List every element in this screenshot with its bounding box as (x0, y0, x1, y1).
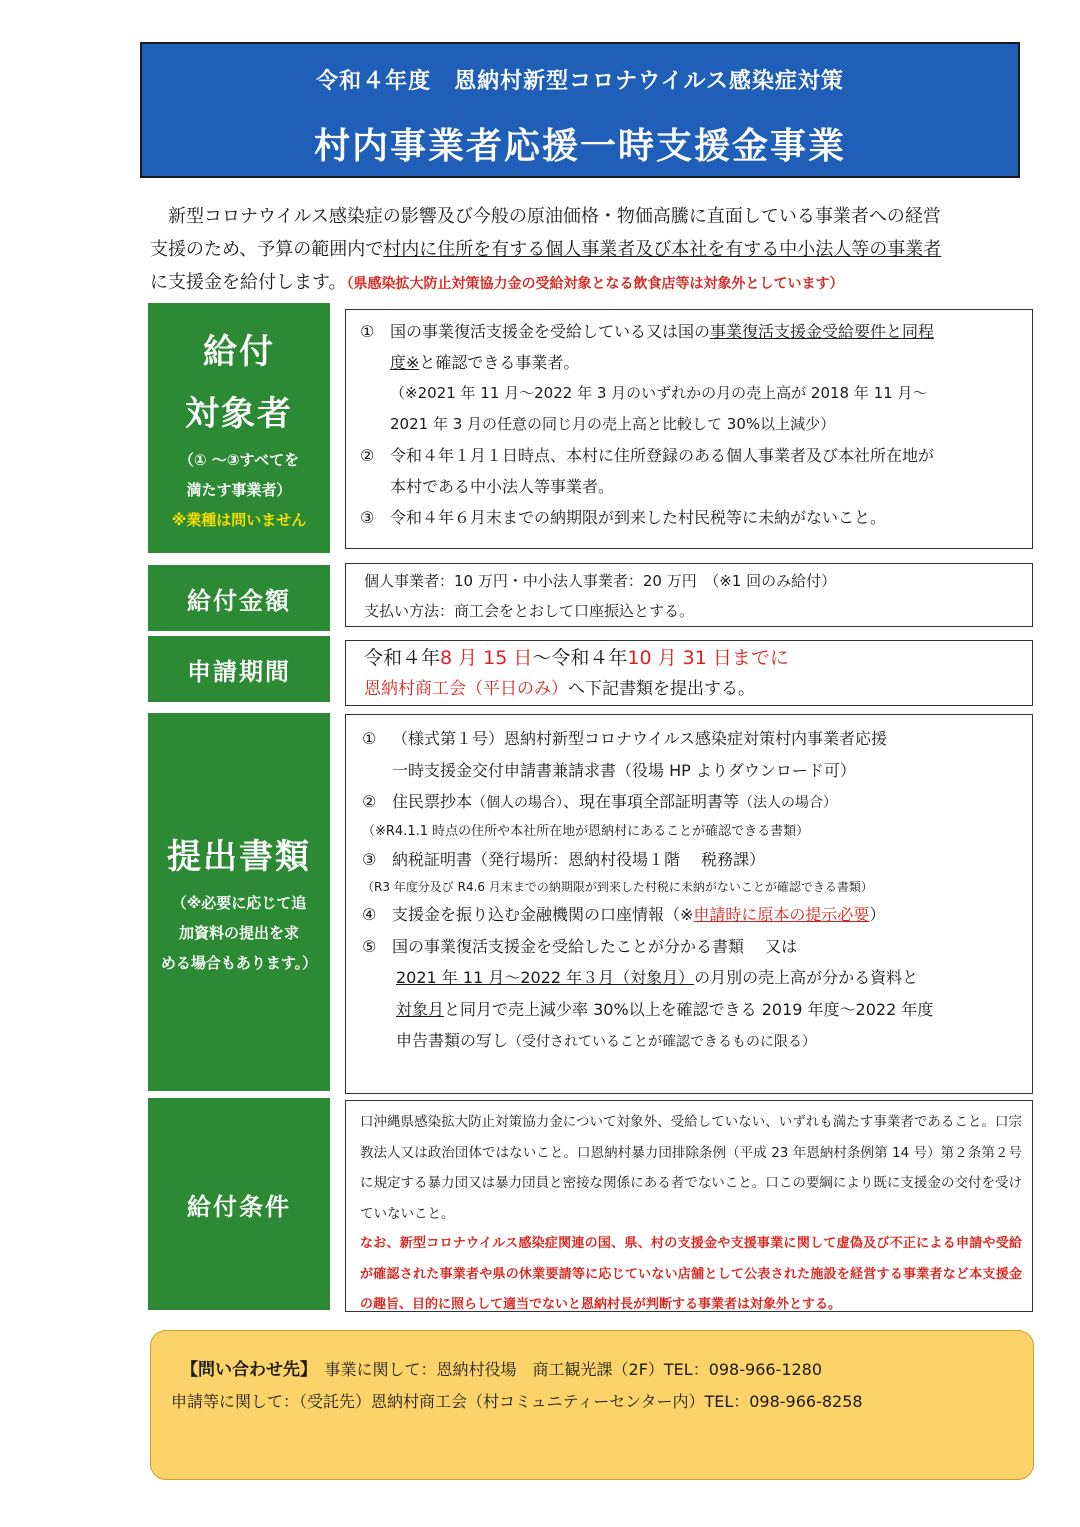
eligibility-note: 満たす事業者） (186, 481, 292, 499)
list-item (360, 502, 1022, 533)
item-number: ④ (362, 905, 377, 924)
amount-label (148, 565, 330, 631)
item-number: ⑤ (362, 936, 377, 956)
period-text: ～令和４年 (532, 647, 628, 669)
eligibility-label-line1: 給付 (203, 332, 275, 372)
item-text-small: （個人の場合） (472, 795, 564, 811)
intro-line-3 (150, 266, 1010, 301)
list-item (362, 844, 1022, 876)
amount-label-text: 給付金額 (187, 586, 291, 615)
list-item-continued (360, 347, 1022, 378)
inquiry-heading: 【問い合わせ先】 (181, 1360, 309, 1380)
item-footnote: （※2021 年 11 月～2022 年 3 月のいずれかの月の売上高が 2018 年 11 月～ (390, 384, 928, 402)
item-number: ① (360, 322, 375, 341)
payment-method-line: 支払い方法：商工会をとおして口座振込とする。 (364, 602, 695, 620)
submission-office: 恩納村商工会（平日のみ） (364, 679, 568, 699)
eligibility-label (148, 303, 330, 553)
inquiry-box (150, 1330, 1034, 1480)
item-footnote: （※R4.1.1 時点の住所や本社所在地が恩納村にあることが確認できる書類） (362, 823, 810, 839)
item-underlined-text: 度※ (390, 353, 420, 372)
intro-exclusion-note: （県感染拡大防止対策協力金の受給対象となる飲食店等は対象外としています） (346, 276, 844, 292)
item-text: 納税証明書（発行場所：恩納村役場１階 税務課） (392, 849, 766, 869)
period-end-date: 10 月 31 日までに (627, 647, 789, 669)
item-text-part: 住民票抄本 (392, 792, 473, 811)
eligibility-label-line2: 対象者 (185, 394, 293, 434)
list-item-continued: 本村である中小法人等事業者。 (390, 477, 615, 496)
list-item-continued (362, 1025, 1022, 1059)
list-item (360, 316, 1022, 347)
documents-note: 加資料の提出を求 (178, 924, 299, 942)
item-number: ② (360, 446, 375, 465)
list-item (362, 786, 1022, 820)
item-text: 国の事業復活支援金を受給したことが分かる書類 又は (392, 936, 798, 956)
inquiry-application-contact: 申請等に関して：（受託先）恩納村商工会（村コミュニティーセンター内）TEL：098-966-8258 (171, 1392, 863, 1411)
intro-underlined-text: 村内に住所を有する個人事業者及び本社を有する中小法人等の事業者 (383, 239, 942, 260)
list-item (362, 899, 1022, 931)
item-text (390, 316, 934, 347)
item-underlined-text: 対象月 (396, 999, 445, 1019)
item-footnote: （R3 年度分及び R4.6 月末までの納期限が到来した村税に未納がないことが確認できる書類） (362, 880, 873, 894)
list-item-continued: 一時支援金交付申請書兼請求書（役場 HP よりダウンロード可） (392, 760, 856, 780)
period-label (148, 636, 330, 702)
item-footnote: 2021 年 3 月の任意の同じ月の売上高と比較して 30%以上減少） (390, 415, 836, 433)
period-box (345, 640, 1033, 706)
item-underlined-text: 事業復活支援金受給要件と同程 (710, 322, 935, 341)
list-item-continued (362, 994, 1022, 1026)
intro-text: に支援金を給付します。 (150, 272, 347, 293)
item-text-part: 、現在事項全部証明書等 (563, 792, 740, 811)
inquiry-business-contact: 事業に関して：恩納村役場 商工観光課（2F）TEL：098-966-1280 (324, 1360, 823, 1379)
item-number: ③ (360, 508, 375, 527)
item-text-part: ） (869, 905, 886, 924)
documents-note: める場合もあります。） (160, 954, 318, 972)
list-item (362, 723, 1022, 755)
period-text: 令和４年 (364, 647, 441, 669)
documents-box (345, 714, 1033, 1094)
item-text-small: （受付されていることが確認できるものに限る） (508, 1034, 817, 1050)
intro-paragraph (150, 200, 1010, 301)
list-item-continued (362, 962, 1022, 994)
intro-text: 支援のため、予算の範囲内で (150, 239, 384, 260)
item-text (392, 786, 837, 820)
banner-title: 村内事業者応援一時支援金事業 (313, 126, 846, 167)
eligibility-box (345, 309, 1033, 549)
list-item (360, 440, 1022, 471)
item-text: 令和４年６月末までの納期限が到来した村民税等に未納がないこと。 (390, 508, 887, 527)
period-label-text: 申請期間 (187, 657, 291, 686)
item-text: 令和４年１月１日時点、本村に住所登録のある個人事業者及び本社所在地が (390, 446, 935, 465)
documents-label-text: 提出書類 (167, 837, 311, 877)
amount-line: 個人事業者：10 万円・中小法人事業者：20 万円 （※1 回のみ給付） (364, 572, 837, 590)
conditions-warning: なお、新型コロナウイルス感染症関連の国、県、村の支援金や支援事業に関して虚偽及び不正による申請や受給が確認された事業者や県の休業要請等に応じていない店舗として公表された施設を経営する事業者など本支援金の趣旨、目的に照らして適当でないと恩納村長が判断する事業者は対象外とする。 (360, 1236, 1022, 1312)
item-text-small: （法人の場合） (739, 795, 838, 811)
item-number: ③ (362, 849, 377, 869)
list-item (362, 931, 1022, 963)
eligibility-note: （① ～③すべてを (178, 451, 300, 469)
conditions-label (148, 1098, 330, 1310)
banner-subtitle: 令和４年度 恩納村新型コロナウイルス感染症対策 (316, 69, 844, 94)
amount-box (345, 563, 1033, 627)
item-underlined-text: 2021 年 11 月～2022 年３月（対象月） (396, 968, 695, 987)
period-submission (364, 673, 1022, 704)
item-text-part: 支援金を振り込む金融機関の口座情報（※ (392, 905, 694, 924)
conditions-label-text: 給付条件 (187, 1192, 291, 1221)
documents-label (148, 713, 330, 1091)
inquiry-line-1 (181, 1355, 822, 1380)
conditions-box (345, 1100, 1033, 1312)
item-text-part: の月別の売上高が分かる資料と (694, 968, 919, 987)
item-text-part: と同月で売上減少率 30%以上を確認できる 2019 年度～2022 年度 (444, 999, 934, 1019)
item-text (392, 899, 885, 931)
period-dates (364, 643, 1022, 673)
intro-line-1: 新型コロナウイルス感染症の影響及び今般の原油価格・物価高騰に直面している事業者への経営 (168, 206, 941, 227)
item-number: ② (362, 792, 377, 811)
item-emphasis-text: 申請時に原本の提示必要 (693, 905, 870, 924)
submission-text: へ下記書類を提出する。 (568, 679, 755, 699)
item-text-part: 国の事業復活支援金を受給している又は国の (390, 322, 711, 341)
documents-note: （※必要に応じて追 (171, 894, 307, 912)
conditions-text: 口沖縄県感染拡大防止対策協力金について対象外、受給していない、いずれも満たす事業者であること。口宗教法人又は政治団体ではないこと。口恩納村暴力団排除条例（平成 23 年恩納村条例第 14 号）第２条第２号に規定する暴力団又は暴力団員と密接な関係にある者でないこと。口この要綱により既に支援金の交付を受けていないこと。 (360, 1114, 1022, 1222)
item-number: ① (362, 729, 377, 748)
title-banner (140, 42, 1020, 178)
intro-line-2 (150, 233, 1010, 266)
item-text: （様式第１号）恩納村新型コロナウイルス感染症対策村内事業者応援 (392, 729, 888, 748)
item-text-part: と確認できる事業者。 (419, 353, 580, 372)
eligibility-industry-note: ※業種は問いません (171, 511, 307, 529)
item-text-part: 申告書類の写し (396, 1031, 509, 1050)
period-start-date: 8 月 15 日 (440, 647, 533, 669)
